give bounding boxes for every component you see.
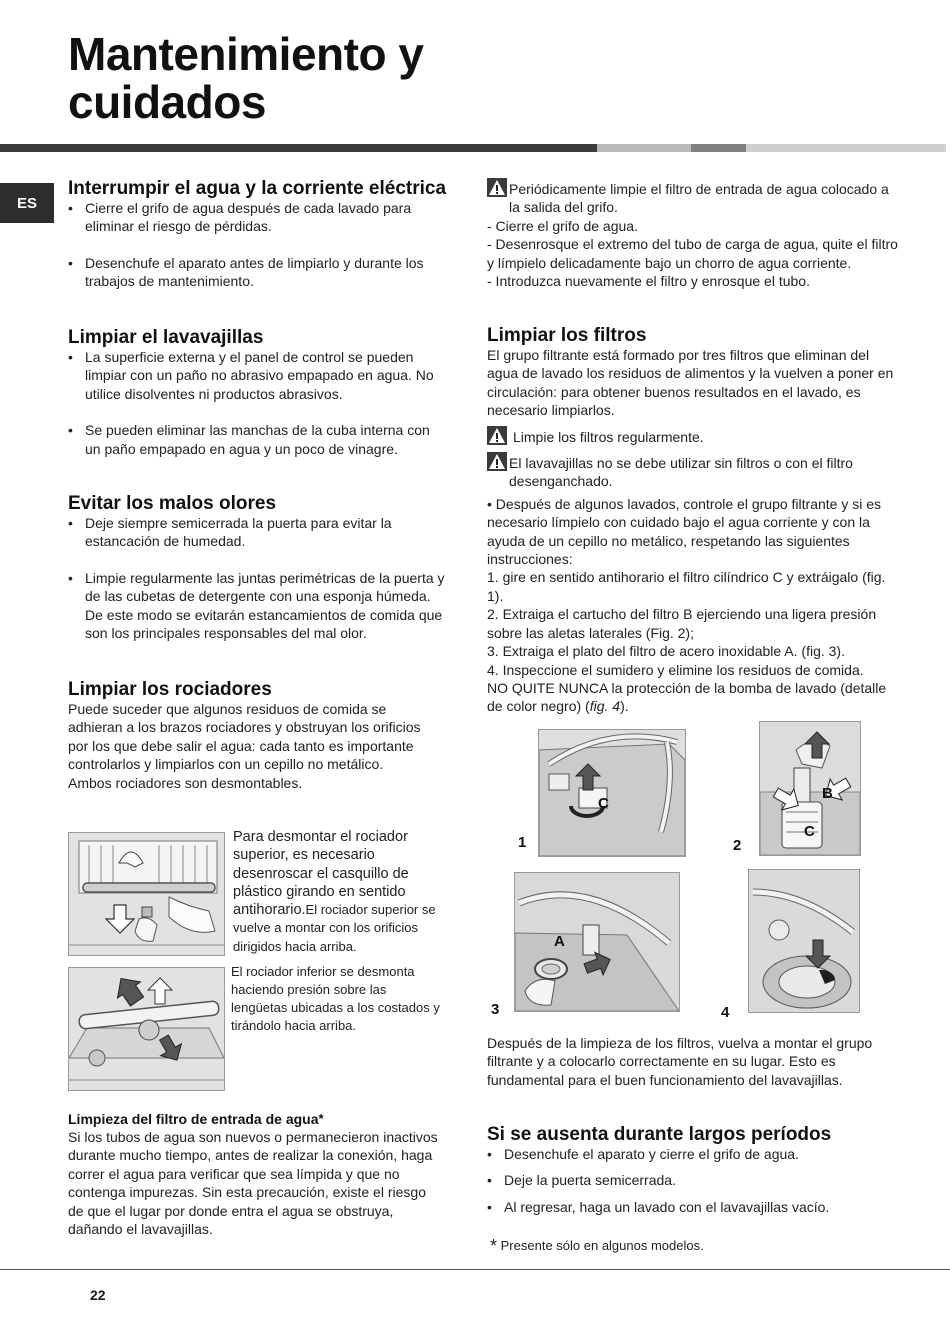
figure-lower-caption: El rociador inferior se desmonta haciendo presión sobre las lengüetas ubicadas a los costados y tirándolo hacia arriba. — [231, 964, 440, 1033]
warning-filters-regular: Limpie los filtros regularmente. — [513, 428, 704, 445]
footer-rule — [0, 1269, 950, 1270]
list-item: • Desenchufe el aparato y cierre el grifo de agua. — [487, 1145, 902, 1163]
filter-4-illustration — [749, 870, 859, 1012]
list-item: • Al regresar, haga un lavado con el lavavajillas vacío. — [487, 1198, 902, 1216]
figure-filter-4 — [748, 869, 860, 1013]
section-warning-inlet — [487, 180, 902, 290]
figure-number-3: 3 — [491, 1001, 500, 1018]
warning-triangle-icon — [487, 178, 507, 197]
rociadores-body: Puede suceder que algunos residuos de comida se adhieran a los brazos rociadores y obstruyan los orificios por los que debe salir el agua: cada tanto es importante controlarlos y limpiarlos con un cepillo no metálico. — [68, 701, 421, 773]
section-malos-olores — [68, 494, 448, 642]
warning-no-filters: El lavavajillas no se debe utilizar sin filtros o con el filtro desenganchado. — [509, 455, 853, 490]
list-item: • Cierre el grifo de agua después de cada lavado para eliminar el riesgo de pérdidas. — [68, 199, 448, 236]
heading-rociadores: Limpiar los rociadores — [68, 679, 272, 700]
section-ausencia — [487, 1125, 902, 1216]
figure-letter-a: A — [554, 933, 565, 950]
footnote — [490, 1237, 890, 1255]
filtros-steps-intro: • Después de algunos lavados, controle el grupo filtrante y si es necesario límpielo con cuidado bajo el agua corriente y con la ayuda de un cepillo no metálico, respetando las siguientes instrucciones: — [487, 495, 882, 568]
heading-interrumpir: Interrumpir el agua y la corriente eléctrica — [68, 178, 447, 199]
section-limpiar-lavavajillas — [68, 328, 448, 458]
header-rule-light — [597, 144, 691, 152]
figure-filter-1 — [538, 729, 686, 857]
list-item: • Desenchufe el aparato antes de limpiarlo y durante los trabajos de mantenimiento. — [68, 254, 448, 291]
section-after-filters — [487, 1034, 902, 1089]
warning-triangle-icon — [487, 452, 507, 471]
filter-1-illustration — [539, 730, 685, 856]
language-tab: ES — [0, 183, 54, 223]
section-rociadores — [68, 680, 438, 792]
filter-3-illustration — [515, 873, 679, 1011]
figure-filter-3 — [514, 872, 680, 1012]
figure-letter-b: B — [822, 785, 833, 802]
filtros-step-warning: NO QUITE NUNCA la protección de la bomba de lavado (detalle de color negro) (fig. 4). — [487, 679, 887, 715]
figure-letter-c-2: C — [804, 823, 815, 840]
warning-inlet-line: - Cierre el grifo de agua. — [487, 217, 638, 234]
filtros-step: 3. Extraiga el plato del filtro de acero inoxidable A. (fig. 3). — [487, 643, 845, 660]
heading-limpiar-lavavajillas: Limpiar el lavavajillas — [68, 327, 264, 348]
figure-upper-caption-block — [233, 828, 445, 956]
rociadores-body-2: Ambos rociadores son desmontables. — [68, 774, 303, 791]
header-rule-mid — [691, 144, 746, 152]
section-limpiar-filtros — [487, 326, 902, 716]
list-item: • Se pueden eliminar las manchas de la cuba interna con un paño empapado en agua y un poco de vinagre. — [68, 421, 448, 458]
filtros-step: 4. Inspeccione el sumidero y elimine los residuos de comida. — [487, 661, 864, 678]
filtros-step: 2. Extraiga el cartucho del filtro B ejerciendo una ligera presión sobre las aletas laterales (Fig. 2); — [487, 606, 877, 641]
heading-ausencia: Si se ausenta durante largos períodos — [487, 1124, 832, 1145]
list-item: • Limpie regularmente las juntas perimétricas de la puerta y de las cubetas de detergente con una esponja húmeda. De este modo se evitarán estancamientos de comida que son los principales responsables del mal olor. — [68, 569, 448, 643]
figure-upper-spray-arm — [68, 832, 225, 956]
page-number: 22 — [90, 1287, 106, 1303]
warning-inlet-text: Periódicamente limpie el filtro de entrada de agua colocado a la salida del grifo. — [509, 181, 889, 216]
header-rule-dark — [0, 144, 597, 152]
figure-lower-spray-arm — [68, 967, 225, 1091]
asterisk-mark: * — [318, 1111, 324, 1126]
figure-number-1: 1 — [518, 834, 527, 851]
section-filtro-entrada — [68, 1110, 438, 1238]
heading-limpiar-filtros: Limpiar los filtros — [487, 325, 647, 346]
header-rule-lightest — [746, 144, 946, 152]
after-filters-body: Después de la limpieza de los filtros, vuelva a montar el grupo filtrante y a colocarlo correctamente en su lugar. Esto es fundamental para el buen funcionamiento del lavavajillas. — [487, 1035, 873, 1088]
page-title: Mantenimiento y cuidados — [68, 28, 424, 128]
figure-upper-caption: Para desmontar el rociador superior, es necesario desenroscar el casquillo de plástico girando en sentido antihorario. — [233, 829, 409, 919]
figure-number-2: 2 — [733, 837, 742, 854]
lower-spray-arm-illustration — [69, 968, 224, 1090]
list-item: • Deje siempre semicerrada la puerta para evitar la estancación de humedad. — [68, 514, 448, 551]
filtro-entrada-body: Si los tubos de agua son nuevos o permanecieron inactivos durante mucho tiempo, antes de realizar la conexión, haga correr el agua para verificar que sea límpida y que no contenga impurezas. Sin esta precaución, existe el riesgo de que el lugar por donde entra el agua se obstruya, dañando el lavavajillas. — [68, 1129, 438, 1238]
footnote-text: Presente sólo en algunos modelos. — [500, 1238, 704, 1253]
warning-inlet-line: - Desenrosque el extremo del tubo de carga de agua, quite el filtro y límpielo delicadamente bajo un chorro de agua corriente. — [487, 236, 898, 271]
figure-letter-c: C — [598, 795, 609, 812]
upper-spray-arm-illustration — [69, 833, 224, 955]
list-item: • Deje la puerta semicerrada. — [487, 1171, 902, 1189]
heading-malos-olores: Evitar los malos olores — [68, 493, 277, 514]
figure-number-4: 4 — [721, 1004, 730, 1021]
list-item: • La superficie externa y el panel de control se pueden limpiar con un paño no abrasivo empapado en agua. No utilice disolventes ni productos abrasivos. — [68, 348, 448, 403]
warning-inlet-line: - Introduzca nuevamente el filtro y enrosque el tubo. — [487, 273, 810, 290]
footnote-star: * — [490, 1236, 498, 1256]
filtros-body: El grupo filtrante está formado por tres filtros que eliminan del agua de lavado los residuos de alimentos y la vuelven a poner en circulación: para obtener buenos resultados en el lavado, es necesario limpiarlos. — [487, 347, 894, 419]
warning-triangle-icon — [487, 426, 507, 445]
filtros-step: 1. gire en sentido antihorario el filtro cilíndrico C y extráigalo (fig. 1). — [487, 569, 886, 604]
figure-upper-caption-small: El rociador superior se vuelve a montar con los orificios dirigidos hacia arriba. — [233, 902, 436, 954]
figure-lower-caption-block — [231, 963, 443, 1035]
section-interrumpir — [68, 179, 448, 291]
heading-filtro-entrada: Limpieza del filtro de entrada de agua* — [68, 1111, 324, 1127]
